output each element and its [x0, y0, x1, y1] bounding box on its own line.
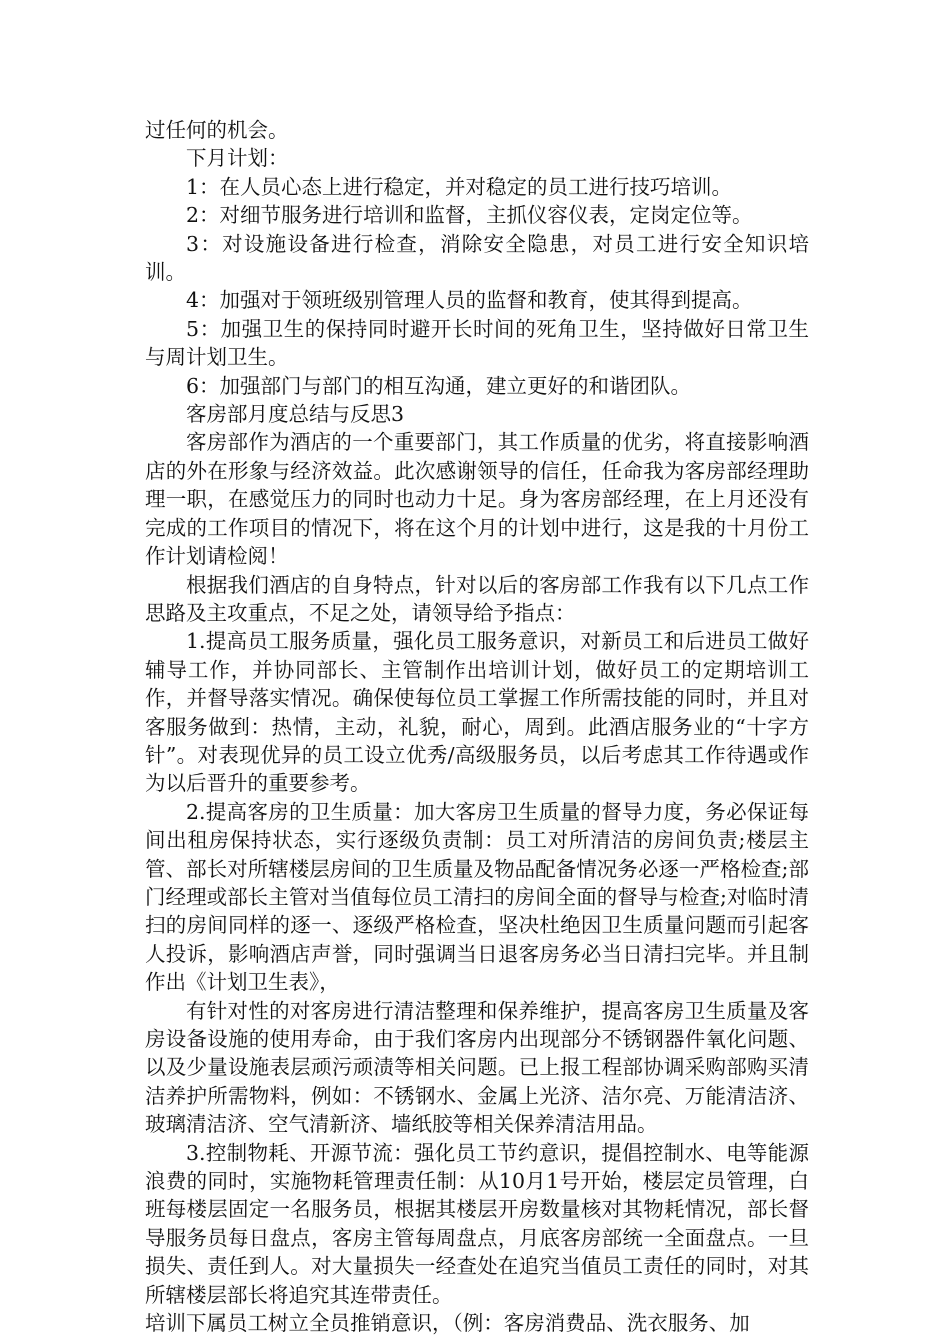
paragraph: 根据我们酒店的自身特点，针对以后的客房部工作我有以下几点工作思路及主攻重点，不足之处，请领导给予指点：: [145, 572, 809, 625]
section-heading: 客房部月度总结与反思3: [186, 402, 405, 427]
paragraph: 1.提高员工服务质量，强化员工服务意识，对新员工和后进员工做好辅导工作，并协同部长、主管制作出培训计划，做好员工的定期培训工作，并督导落实情况。确保使每位员工掌握工作所需技能的同时，并且对客服务做到：热情，主动，礼貌，耐心，周到。此酒店服务业的“十字方针”。对表现优异的员工设立优秀/高级服务员，以后考虑其工作待遇或作为以后晋升的重要参考。: [145, 629, 809, 796]
paragraph: 3.控制物耗、开源节流：强化员工节约意识，提倡控制水、电等能源浪费的同时，实施物耗管理责任制：从10月1号开始，楼层定员管理，白班每楼层固定一名服务员，根据其楼层开房数量核对其物耗情况，部长督导服务员每日盘点，客房主管每周盘点，月底客房部统一全面盘点。一旦损失、责任到人。对大量损失一经查处在追究当值员工责任的同时，对其所辖楼层部长将追究其连带责任。: [145, 1140, 809, 1307]
paragraph: 2.提高客房的卫生质量：加大客房卫生质量的督导力度，务必保证每间出租房保持状态，实行逐级负责制：员工对所清洁的房间负责;楼层主管、部长对所辖楼层房间的卫生质量及物品配备情况务必逐一严格检查;部门经理或部长主管对当值每位员工清扫的房间全面的督导与检查;对临时清扫的房间同样的逐一、逐级严格检查，坚决杜绝因卫生质量问题而引起客人投诉，影响酒店声誉，同时强调当日退客房务必当日清扫完毕。并且制作出《计划卫生表》，: [145, 799, 809, 995]
paragraph: 4：加强对于领班级别管理人员的监督和教育，使其得到提高。: [186, 288, 753, 313]
paragraph: 6：加强部门与部门的相互沟通，建立更好的和谐团队。: [186, 373, 692, 398]
paragraph: 培训下属员工树立全员推销意识，（例：客房消费品、洗衣服务、加: [145, 1311, 750, 1336]
paragraph: 客房部作为酒店的一个重要部门，其工作质量的优劣，将直接影响酒店的外在形象与经济效益。此次感谢领导的信任，任命我为客房部经理助理一职，在感觉压力的同时也动力十足。身为客房部经理，在上月还没有完成的工作项目的情况下，将在这个月的计划中进行，这是我的十月份工作计划请检阅！: [145, 430, 809, 569]
paragraph: 下月计划：: [186, 146, 289, 171]
paragraph: 3：对设施设备进行检查，消除安全隐患，对员工进行安全知识培训。: [145, 231, 809, 285]
paragraph: 过任何的机会。: [145, 118, 289, 142]
document-body: [145, 116, 809, 1337]
paragraph: 5：加强卫生的保持同时避开长时间的死角卫生，坚持做好日常卫生与周计划卫生。: [145, 316, 809, 370]
paragraph: 1：在人员心态上进行稳定，并对稳定的员工进行技巧培训。: [186, 174, 733, 199]
paragraph: 2：对细节服务进行培训和监督，主抓仪容仪表，定岗定位等。: [186, 203, 753, 228]
paragraph: 有针对性的对客房进行清洁整理和保养维护，提高客房卫生质量及客房设备设施的使用寿命，由于我们客房内出现部分不锈钢器件氧化问题、以及少量设施表层顽污顽渍等相关问题。已上报工程部协调采购部购买清洁养护所需物料，例如：不锈钢水、金属上光济、洁尔亮、万能清洁济、玻璃清洁济、空气清新济、墙纸胶等相关保养清洁用品。: [145, 998, 809, 1137]
